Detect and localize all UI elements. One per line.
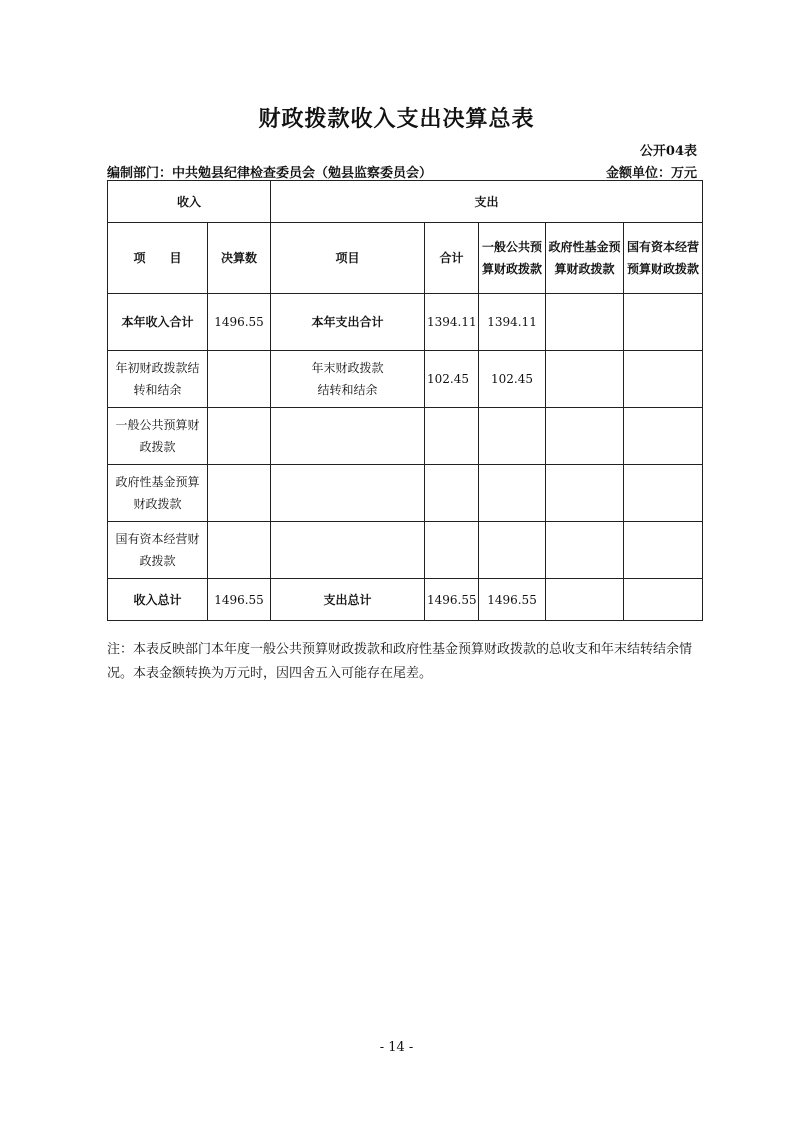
gov-fund-value bbox=[546, 294, 624, 351]
expense-item: 支出总计 bbox=[271, 579, 425, 621]
state-capital-value bbox=[624, 408, 703, 465]
expense-item bbox=[271, 522, 425, 579]
income-value bbox=[208, 408, 271, 465]
table-note: 注：本表反映部门本年度一般公共预算财政拨款和政府性基金预算财政拨款的总收支和年末结转结余情况。本表金额转换为万元时，因四舍五入可能存在尾差。 bbox=[107, 642, 693, 681]
income-item: 政府性基金预算财政拨款 bbox=[108, 465, 208, 522]
total-value bbox=[425, 408, 479, 465]
page-number: - 14 - bbox=[379, 1040, 414, 1055]
general-budget-header: 一般公共预算财政拨款 bbox=[479, 223, 546, 294]
income-item-header: 项 目 bbox=[108, 223, 208, 294]
expense-item: 年末财政拨款结转和结余 bbox=[271, 351, 425, 408]
state-capital-value bbox=[624, 465, 703, 522]
total-header: 合计 bbox=[425, 223, 479, 294]
unit-label: 金额单位：万元 bbox=[605, 166, 697, 181]
total-value bbox=[425, 522, 479, 579]
general-budget-value: 1394.11 bbox=[479, 294, 546, 351]
income-value bbox=[208, 522, 271, 579]
income-item: 国有资本经营财政拨款 bbox=[108, 522, 208, 579]
total-value bbox=[425, 465, 479, 522]
fiscal-summary-table bbox=[107, 180, 703, 621]
income-item: 收入总计 bbox=[108, 579, 208, 621]
table-row bbox=[108, 522, 703, 579]
table-row bbox=[108, 579, 703, 621]
income-item: 一般公共预算财政拨款 bbox=[108, 408, 208, 465]
expense-item: 本年支出合计 bbox=[271, 294, 425, 351]
department-label: 编制部门：中共勉县纪律检查委员会（勉县监察委员会） bbox=[107, 166, 433, 181]
general-budget-value: 102.45 bbox=[479, 351, 546, 408]
income-group-header: 收入 bbox=[108, 181, 271, 223]
expense-group-header: 支出 bbox=[271, 181, 703, 223]
gov-fund-value bbox=[546, 465, 624, 522]
gov-fund-header: 政府性基金预算财政拨款 bbox=[546, 223, 624, 294]
state-capital-header: 国有资本经营预算财政拨款 bbox=[624, 223, 703, 294]
state-capital-value bbox=[624, 351, 703, 408]
total-value: 102.45 bbox=[425, 351, 479, 408]
income-value: 1496.55 bbox=[208, 294, 271, 351]
total-value: 1496.55 bbox=[425, 579, 479, 621]
table-row bbox=[108, 351, 703, 408]
income-value: 1496.55 bbox=[208, 579, 271, 621]
general-budget-value bbox=[479, 465, 546, 522]
total-value: 1394.11 bbox=[425, 294, 479, 351]
state-capital-value bbox=[624, 579, 703, 621]
table-row bbox=[108, 465, 703, 522]
table-row bbox=[108, 294, 703, 351]
gov-fund-value bbox=[546, 522, 624, 579]
expense-item bbox=[271, 465, 425, 522]
table-row bbox=[108, 408, 703, 465]
general-budget-value bbox=[479, 522, 546, 579]
income-value bbox=[208, 351, 271, 408]
expense-item bbox=[271, 408, 425, 465]
general-budget-value bbox=[479, 408, 546, 465]
page-title: 财政拨款收入支出决算总表 bbox=[258, 106, 535, 132]
general-budget-value: 1496.55 bbox=[479, 579, 546, 621]
income-value bbox=[208, 465, 271, 522]
expense-item-header: 项目 bbox=[271, 223, 425, 294]
final-amount-header: 决算数 bbox=[208, 223, 271, 294]
gov-fund-value bbox=[546, 351, 624, 408]
income-item: 年初财政拨款结转和结余 bbox=[108, 351, 208, 408]
gov-fund-value bbox=[546, 579, 624, 621]
state-capital-value bbox=[624, 522, 703, 579]
state-capital-value bbox=[624, 294, 703, 351]
gov-fund-value bbox=[546, 408, 624, 465]
table-number: 公开04表 bbox=[639, 144, 697, 159]
income-item: 本年收入合计 bbox=[108, 294, 208, 351]
